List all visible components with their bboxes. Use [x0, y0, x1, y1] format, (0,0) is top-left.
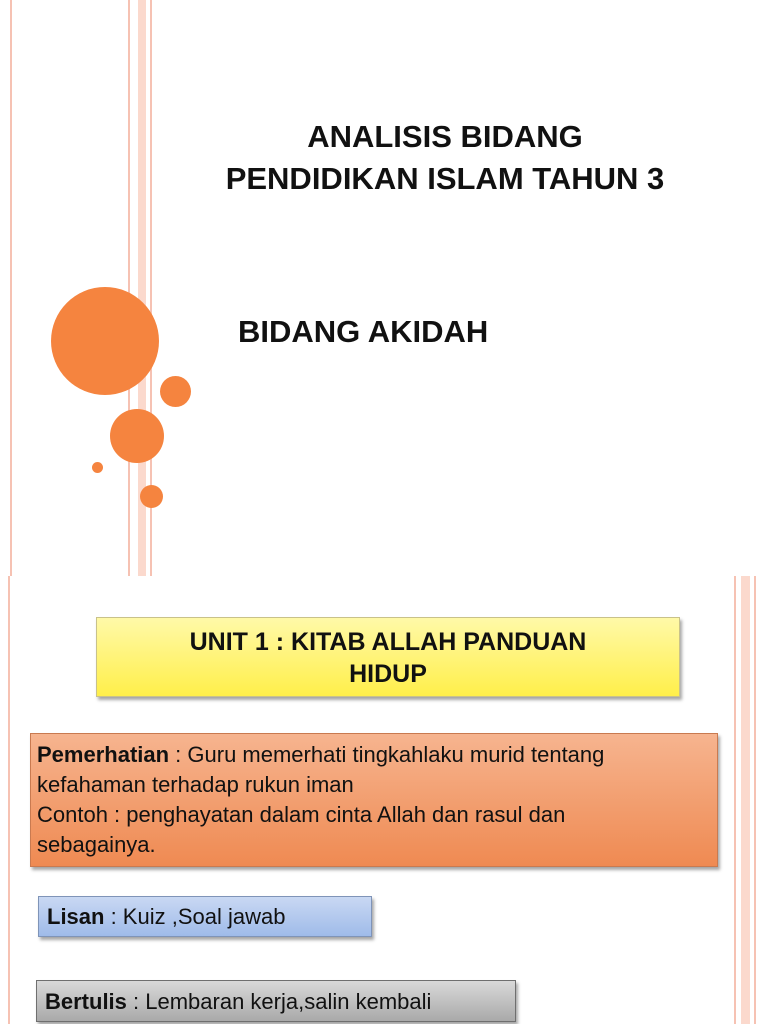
unit-title-box: [96, 617, 680, 697]
oral-label: Lisan: [47, 904, 105, 929]
decorative-circle: [92, 462, 103, 473]
decorative-stripe: [8, 576, 10, 1024]
oral-assessment-box: [38, 896, 372, 937]
decorative-circle: [110, 409, 164, 463]
observation-line: kefahaman terhadap rukun iman: [37, 772, 354, 797]
slide-title-line: ANALISIS BIDANG: [307, 119, 583, 154]
written-text: : Lembaran kerja,salin kembali: [126, 989, 432, 1014]
observation-text: : Guru memerhati tingkahlaku murid tentang: [169, 742, 605, 767]
unit-title-line: HIDUP: [349, 660, 427, 688]
written-assessment-box: [36, 980, 516, 1022]
observation-line: sebagainya.: [37, 832, 156, 857]
decorative-stripe: [754, 576, 756, 1024]
unit-title-line: UNIT 1 : KITAB ALLAH PANDUAN: [189, 628, 587, 656]
decorative-circle: [160, 376, 191, 407]
observation-line: [37, 740, 711, 770]
observation-box: [30, 733, 718, 867]
slide-title: [150, 116, 740, 200]
decorative-circle: [51, 287, 159, 395]
decorative-stripe: [10, 0, 12, 576]
observation-line: Contoh : penghayatan dalam cinta Allah dan rasul dan: [37, 802, 566, 827]
written-label: Bertulis: [45, 989, 127, 1014]
decorative-stripe: [741, 576, 750, 1024]
decorative-circle: [140, 485, 163, 508]
slide-title-line: PENDIDIKAN ISLAM TAHUN 3: [225, 161, 665, 196]
decorative-stripe: [128, 0, 130, 576]
decorative-stripe: [734, 576, 736, 1024]
content-slide: [0, 576, 768, 1024]
oral-text: : Kuiz ,Soal jawab: [104, 904, 286, 929]
slide-subtitle: BIDANG AKIDAH: [238, 314, 489, 349]
observation-label: Pemerhatian: [37, 742, 170, 767]
